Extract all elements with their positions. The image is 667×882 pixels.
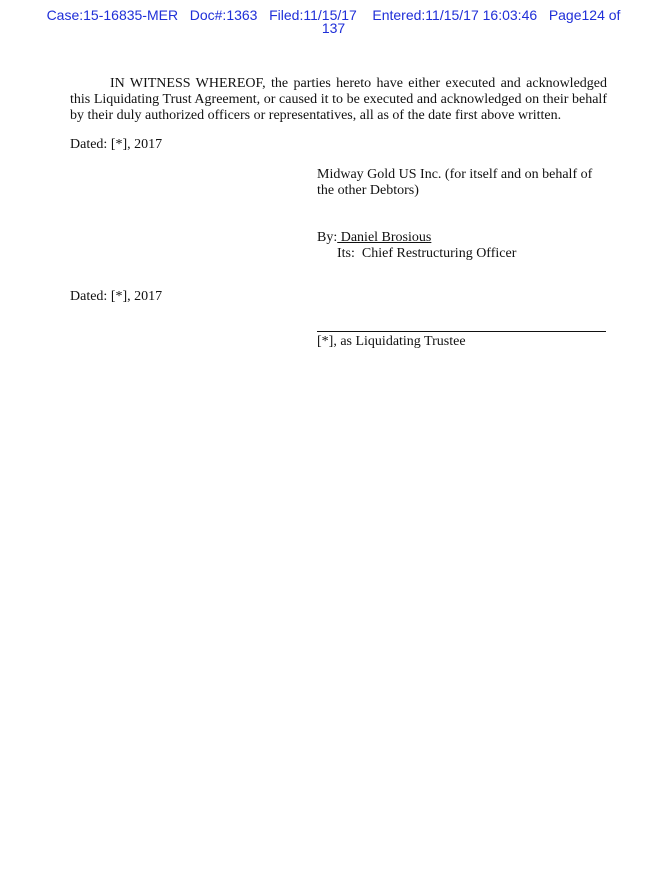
dated-line-1: Dated: [*], 2017: [70, 137, 163, 152]
by-label: By:: [317, 230, 338, 245]
signature-by-line: [317, 230, 431, 246]
dated-line-2: Dated: [*], 2017: [70, 289, 163, 304]
trustee-signature-rule: [317, 331, 606, 332]
company-signatory-block: Midway Gold US Inc. (for itself and on behalf of the other Debtors): [317, 167, 593, 198]
court-filing-header: [0, 9, 667, 35]
filing-stamp-line-2: 137: [321, 20, 346, 36]
filing-stamp-line-1: Case:15-16835-MER Doc#:1363 Filed:11/15/17 Entered:11/15/17 16:03:46 Page124 of: [46, 7, 621, 23]
signer-title-line: Its: Chief Restructuring Officer: [337, 246, 517, 261]
witness-paragraph: IN WITNESS WHEREOF, the parties hereto have either executed and acknowledged this Liquidating Trust Agreement, or caused it to be executed and acknowledged on their behalf by their duly authorized officers or representatives, all as of the date first above written.: [70, 76, 607, 123]
trustee-signature-label: [*], as Liquidating Trustee: [317, 334, 466, 349]
signer-name: Daniel Brosious: [337, 230, 432, 245]
